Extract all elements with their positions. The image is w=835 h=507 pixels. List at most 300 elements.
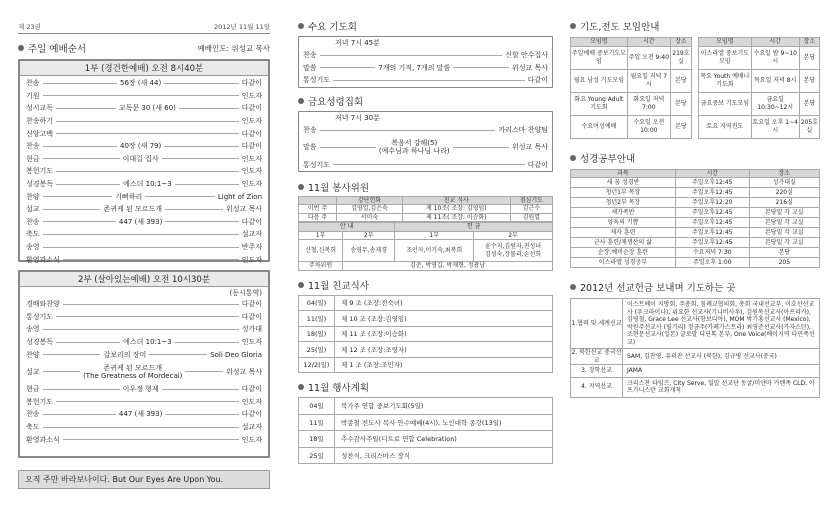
events-table (298, 397, 553, 464)
table-row (299, 326, 553, 342)
table-cell: 주일오후12:20 (675, 198, 749, 208)
order-row (26, 77, 262, 90)
order-leader: 인도자 (241, 397, 262, 406)
order-leader: 위성교 목사 (225, 205, 262, 214)
fri-list (299, 124, 552, 171)
order-detail: 7개의 기적, 7개의 말씀 (378, 63, 451, 72)
order-detail: 56장 (새 44) (119, 79, 162, 88)
vol-subhead: 1부 (395, 231, 474, 240)
vol-cell: 이번 주 (299, 205, 337, 214)
table-cell: 군사 훈련/재생산의 삶 (571, 238, 676, 248)
table-cell: 205 (749, 258, 819, 268)
sunday-title: 주일 예배순서 (28, 44, 87, 55)
leader-line (164, 146, 238, 147)
leader-line (43, 221, 116, 222)
order-row (303, 49, 548, 62)
table-cell: 수요여성예배 (571, 115, 628, 138)
leader-line (43, 427, 239, 428)
bullet-icon (570, 23, 576, 29)
date-cell: 18일 (299, 431, 335, 448)
events-title: 11월 행사계획 (308, 383, 369, 395)
vol-cell: 서미숙 (337, 213, 403, 222)
vol-title: 11월 봉사위원 (308, 182, 369, 194)
leader-line (320, 130, 496, 131)
order-item: 환영과소식 (26, 255, 60, 264)
mission-list: 이스트베이 지방회, 주총회, 침례교협의회, 총회 국내선교부, 이호선선교사 (우크라이나), 위요한 선교사(기니비사우), 김원목선교사(아프리카), 김영철, Grace Lee 선교사(항보디아), MOM 박기홍선교사 (Mexico), 박원주선교사 (필기리) 정금주(카페가스트라) 최영준선교사(카자스탄), 조현문선교사(일본) 글로발 디딘톡 본부, One Voice(베이지역 다민족선교) (623, 299, 820, 349)
order-row (26, 311, 262, 324)
date-cell: 04(일) (299, 295, 335, 311)
order-leader: 인도자 (241, 91, 262, 100)
issue-number: 제 23권 (18, 23, 41, 31)
table-cell: 수요일 밤 9~10시 (751, 46, 799, 69)
order-row (303, 74, 548, 87)
table-cell: 성가대실 (749, 178, 819, 188)
table-cell: 목요일 저녁 8시 (751, 69, 799, 92)
order-detail: 갈보리의 장미 (103, 350, 147, 359)
order-item: 성시교독 (26, 104, 54, 113)
col-head: 장소 (670, 38, 691, 47)
table-row (571, 208, 820, 218)
table-cell: 219호실 (670, 46, 691, 69)
vol-subhead: 2부 (343, 231, 395, 240)
vol-cell: 송영무,송재경 (343, 240, 395, 262)
order-row (26, 203, 262, 216)
mission-row (571, 349, 820, 365)
table-cell: 화요 Young Adult 기도회 (571, 92, 628, 115)
vol-heading (298, 180, 553, 194)
table-cell: 이스라엘 성경공부 (571, 258, 676, 268)
table-cell: 주일오후 1:00 (675, 258, 749, 268)
desc-cell: 제 11 조 (조장:이승화) (335, 326, 553, 342)
leader-line (179, 108, 239, 109)
leader-line (149, 354, 207, 355)
order-detail: 에스더 10:1~3 (123, 180, 172, 189)
order-detail: 이우정 형제 (122, 385, 159, 394)
volunteer-table-2 (298, 222, 553, 271)
order-row (26, 153, 262, 166)
table-row (299, 342, 553, 358)
order-leader: 위성교 목사 (511, 63, 549, 72)
volunteer-table (298, 196, 553, 223)
leader-line (63, 439, 239, 440)
table-cell: 본당 (670, 69, 691, 92)
date-cell: 11일 (299, 414, 335, 431)
mission-category: 3. 장학선교 (571, 365, 623, 378)
leader-line (320, 55, 503, 56)
order-item: 봉헌기도 (26, 167, 54, 176)
fri-box (298, 111, 553, 172)
order-detail-sub: (예수님과 하나님 나라) (378, 147, 450, 156)
table-cell: 금요일 10:30~12시 (751, 92, 799, 115)
wed-box (298, 36, 553, 88)
meal-heading (298, 278, 553, 292)
service-1-title: 1부 (경건한예배) 오전 8시40분 (20, 61, 268, 76)
table-cell: 본당 (670, 92, 691, 115)
table-cell: 주일오후12:45 (675, 188, 749, 198)
order-row (26, 323, 262, 336)
order-item: 기원 (26, 91, 40, 100)
order-leader: 인도자 (241, 435, 262, 444)
desc-cell: 제 1 조 (조장:조민자) (335, 357, 553, 373)
order-row (26, 253, 262, 266)
col-head: 과목 (571, 169, 676, 178)
table-cell: 본당밑 각 교실 (749, 228, 819, 238)
order-row (26, 336, 262, 349)
service-2-title: 2부 (살아있는예배) 오전 10시30분 (20, 272, 268, 287)
mission-list: 크리스찬 타임즈, City Serve, 밀알 선교단 동굴/미얀마 카렌족 CLD, 아프가니스탄 교회개척 (623, 377, 820, 397)
leader-line (56, 184, 120, 185)
prayer-heading (570, 19, 820, 33)
service-2-list (20, 298, 268, 446)
table-cell: 주일오후12:45 (675, 228, 749, 238)
order-leader: 다같이 (241, 79, 262, 88)
table-cell: 토요일 오후 1~4시 (751, 115, 799, 138)
mission-row (571, 299, 820, 349)
bullet-icon (18, 45, 24, 51)
leader-line (43, 196, 113, 197)
table-cell: 월요일 저녁 7시 (627, 69, 670, 92)
table-cell: 본당 (799, 46, 819, 69)
table-row (299, 431, 553, 448)
order-item: 신앙고백 (26, 129, 54, 138)
header-row (571, 38, 692, 47)
order-leader: 다같이 (241, 142, 262, 151)
mission-row (571, 365, 820, 378)
leader-line (320, 147, 376, 148)
order-row (26, 383, 262, 396)
vol-head: 강단헌화 (337, 196, 403, 205)
order-row (26, 140, 262, 153)
order-item: 통성기도 (303, 160, 331, 169)
order-row (303, 136, 548, 158)
desc-cell: 제 12 조 (조장:조영자) (335, 342, 553, 358)
leader-line (43, 414, 116, 415)
order-item: 성경봉독 (26, 180, 54, 189)
col-head: 모임명 (699, 38, 752, 47)
order-row (26, 165, 262, 178)
table-row (299, 311, 553, 327)
table-cell: 본당 (670, 115, 691, 138)
order-leader: 설교자 (241, 423, 262, 432)
date-cell: 12/2(일) (299, 357, 335, 373)
mission-category: 4. 지역선교 (571, 377, 623, 397)
mission-category: 1.협력 및 세계선교 (571, 299, 623, 349)
order-item: 봉헌기도 (26, 397, 54, 406)
table-cell: 주일오후12:45 (675, 178, 749, 188)
table-cell: 양육의 기쁨 (571, 218, 676, 228)
order-detail: 40장 (새 79) (119, 142, 162, 151)
order-leader: 신할 안수집사 (505, 51, 548, 60)
leader-line (56, 316, 239, 317)
vol-subhead: 2부 (474, 231, 553, 240)
order-row (26, 361, 262, 383)
study-heading (570, 151, 820, 165)
mission-category: 2. 북한선교 중국선교 (571, 349, 622, 364)
mission-heading (570, 280, 820, 294)
leader-line (333, 80, 525, 81)
order-leader: 위성교 목사 (511, 143, 549, 152)
service-1-box (18, 59, 270, 262)
column-worship (18, 0, 270, 489)
leader-line (165, 209, 223, 210)
order-item: 찬송하기 (26, 117, 54, 126)
order-item: 현금 (26, 385, 40, 394)
bullet-icon (570, 284, 576, 290)
table-cell: 새가족반 (571, 208, 676, 218)
vol-subhead: 1부 (299, 231, 343, 240)
table-cell: 주일오후12:45 (675, 208, 749, 218)
table-row (571, 218, 820, 228)
meal-table (298, 295, 553, 374)
leader-line (333, 164, 525, 165)
order-row (26, 396, 262, 409)
mission-list: JAMA (623, 365, 820, 378)
desc-cell: 추수감사주일(디트로 연합 Celebration) (335, 431, 553, 448)
order-detail-main: 존귀케 된 모르드개 (103, 363, 163, 372)
order-item: 찬송 (26, 410, 40, 419)
leader-line (56, 401, 239, 402)
order-item: 말씀 (303, 63, 317, 72)
leader-line (175, 342, 239, 343)
vol-cell: 제 10조( 조장: 김영임) (402, 205, 510, 214)
order-item: 설교 (26, 205, 40, 214)
leader-line (43, 389, 120, 390)
order-row (26, 90, 262, 103)
vol-cell: 다음 주 (299, 213, 337, 222)
table-cell: 청년2부 목장 (571, 198, 676, 208)
leader-line (162, 389, 239, 390)
order-item: 설교 (26, 367, 40, 376)
table-cell: 205호실 (799, 115, 819, 138)
service-1-list (20, 76, 268, 267)
bullet-icon (298, 384, 304, 390)
col-head: 시간 (675, 169, 749, 178)
fri-heading (298, 94, 553, 108)
order-leader: 다같이 (241, 410, 263, 419)
order-detail (83, 364, 182, 381)
leader-line (43, 371, 81, 372)
date-cell: 18(일) (299, 326, 335, 342)
date-cell: 11(일) (299, 311, 335, 327)
leader-line (164, 83, 238, 84)
order-detail: 교독문 30 (새 60) (118, 104, 176, 113)
order-detail: 447 (새 393) (118, 410, 163, 419)
order-item: 찬양 (26, 350, 40, 359)
order-detail: 447 (새 393) (118, 217, 163, 226)
date-cell: 04일 (299, 398, 335, 415)
leader-line (162, 158, 239, 159)
order-leader: 다같이 (241, 312, 262, 321)
order-row (26, 408, 262, 421)
table-row (299, 357, 553, 373)
order-leader: 인도자 (241, 167, 262, 176)
table-row (299, 447, 553, 464)
order-leader: 위성교 목사 (225, 367, 263, 376)
order-item: 찬송 (303, 126, 317, 135)
leader-line (453, 147, 509, 148)
order-item: 송영 (26, 243, 40, 252)
table-row (299, 398, 553, 415)
mission-title: 2012년 선교헌금 보내며 기도하는 곳 (580, 283, 736, 294)
order-item: 환영과소식 (26, 435, 60, 444)
order-row (26, 102, 262, 115)
bullet-icon (298, 23, 304, 29)
desc-cell: 제 9 조 (조장:전숙녀) (335, 295, 553, 311)
table-cell: 순장,예비순장 훈련 (571, 248, 676, 258)
leader-line (43, 247, 239, 248)
leader-line (320, 67, 376, 68)
leader-line (56, 108, 116, 109)
order-item: 축도 (26, 423, 40, 432)
table-cell: 제자 훈련 (571, 228, 676, 238)
table-cell: 주일오후12:45 (675, 238, 749, 248)
order-leader: 다같이 (241, 104, 263, 113)
bullet-icon (570, 155, 576, 161)
order-row (26, 348, 262, 361)
order-item: 성경봉독 (26, 338, 54, 347)
order-row (26, 190, 262, 203)
order-row (26, 433, 262, 446)
leader-line (56, 121, 239, 122)
prayer-tables (570, 37, 820, 139)
table-row (571, 46, 692, 69)
order-detail: 이대길 집사 (122, 154, 159, 163)
leader-line (43, 329, 239, 330)
table-cell: 220실 (749, 188, 819, 198)
table-row (571, 92, 692, 115)
issue-date: 2012년 11월 11일 (213, 23, 270, 31)
leader-line (43, 83, 117, 84)
table-row (699, 92, 820, 115)
order-detail (379, 139, 450, 156)
col-head: 시간 (751, 38, 799, 47)
table-cell: 주일 오전 9:40 (627, 46, 670, 69)
order-item: 찬양 (26, 192, 40, 201)
leader-line (175, 184, 239, 185)
prayer-title: 기도,전도 모임안내 (580, 22, 660, 33)
page-header (18, 0, 270, 31)
order-item: 통성기도 (26, 312, 54, 321)
order-item: 통성기도 (303, 76, 331, 85)
vol-cell: 김원열 (510, 213, 552, 222)
order-row (26, 421, 262, 434)
table-cell: 본당 (799, 69, 819, 92)
wed-time: 저녁 7시 45분 (335, 39, 380, 47)
wed-title: 수요 기도회 (308, 22, 357, 33)
vol-cell: 김근수 (510, 205, 552, 214)
table-row (571, 178, 820, 188)
order-item: 찬송 (26, 217, 40, 226)
table-cell: 새 꿈 성경반 (571, 178, 676, 188)
order-item: 말씀 (303, 143, 317, 152)
col-head: 시간 (627, 38, 670, 47)
order-row (26, 216, 262, 229)
header-row (699, 38, 820, 47)
leader-line (165, 221, 238, 222)
prayer-table-left (570, 37, 692, 139)
events-heading (298, 380, 553, 394)
order-item: 송영 (26, 325, 40, 334)
order-leader: Soli Deo Gloria (210, 350, 262, 359)
column-meetings (298, 0, 553, 464)
leader-line (43, 146, 117, 147)
order-item: 축도 (26, 230, 40, 239)
bullet-icon (298, 98, 304, 104)
order-leader: 인도자 (241, 255, 262, 264)
table-cell: 수요저녁 7:30 (675, 248, 749, 258)
leader-line (145, 196, 215, 197)
interpretation-note: (동시통역) (229, 289, 262, 297)
leader-line (43, 95, 239, 96)
table-row (299, 295, 553, 311)
fri-time: 저녁 7시 30분 (335, 113, 380, 122)
order-detail-sub: (The Greatness of Mordecai) (83, 371, 183, 380)
table-cell: 금요중보 기도모임 (699, 92, 752, 115)
table-row (699, 115, 820, 138)
order-leader: 인도자 (241, 117, 262, 126)
order-leader: 카리스마 찬양팀 (498, 126, 548, 135)
order-detail: 에스더 10:1~3 (123, 338, 172, 347)
order-leader: Light of Zion (217, 192, 263, 201)
meal-title: 11월 친교식사 (308, 280, 369, 292)
sunday-header (18, 41, 270, 55)
table-row (299, 414, 553, 431)
date-cell: 25(일) (299, 342, 335, 358)
order-leader: 설교자 (241, 230, 262, 239)
order-row (303, 158, 548, 171)
leader-line (63, 304, 239, 305)
desc-cell: 성찬식, 크리스마스 장식 (335, 447, 553, 464)
table-cell: 주일오후12:45 (675, 218, 749, 228)
fri-title: 금요성령집회 (308, 96, 364, 108)
table-cell: 수요일 오전 10:00 (627, 115, 670, 138)
order-leader: 다같이 (241, 385, 262, 394)
order-row (26, 127, 262, 140)
table-cell: 본당밑 각 교실 (749, 218, 819, 228)
service-2-box (18, 270, 270, 458)
leader-line (56, 171, 239, 172)
table-cell: 본당 (749, 248, 819, 258)
col-head: 모임명 (571, 38, 628, 47)
table-row (699, 46, 820, 69)
order-detail-main: 복음서 강해(5) (391, 138, 438, 147)
column-info (570, 0, 820, 398)
order-item: 경배와찬양 (26, 300, 60, 309)
order-row (303, 62, 548, 75)
order-leader: 다같이 (527, 76, 548, 85)
wed-list (299, 49, 552, 87)
order-leader: 인도자 (241, 180, 263, 189)
table-cell: 청년1부 목장 (571, 188, 676, 198)
order-leader: 다같이 (241, 217, 263, 226)
order-leader: 다같이 (527, 160, 548, 169)
table-cell: 월요 남성 기도모임 (571, 69, 628, 92)
order-detail: 기뻐하리 (115, 192, 143, 201)
vol-head: 안 내 (299, 223, 395, 232)
study-title: 성경공부안내 (580, 153, 636, 165)
vol-cell: 제 11조( 조장: 이승화) (402, 213, 510, 222)
leader-line (43, 209, 101, 210)
order-row (26, 178, 262, 191)
vol-cell: 윤수지,김원자,전성녀 김성숙,장물리,손선희 (474, 240, 553, 262)
mission-table (570, 298, 820, 398)
table-cell: 주일예배 중보기도모임 (571, 46, 628, 69)
table-cell: 본당 (799, 92, 819, 115)
order-row (26, 115, 262, 128)
table-cell: 본당밑 각 교실 (749, 208, 819, 218)
order-row (26, 228, 262, 241)
leader-line (453, 67, 509, 68)
